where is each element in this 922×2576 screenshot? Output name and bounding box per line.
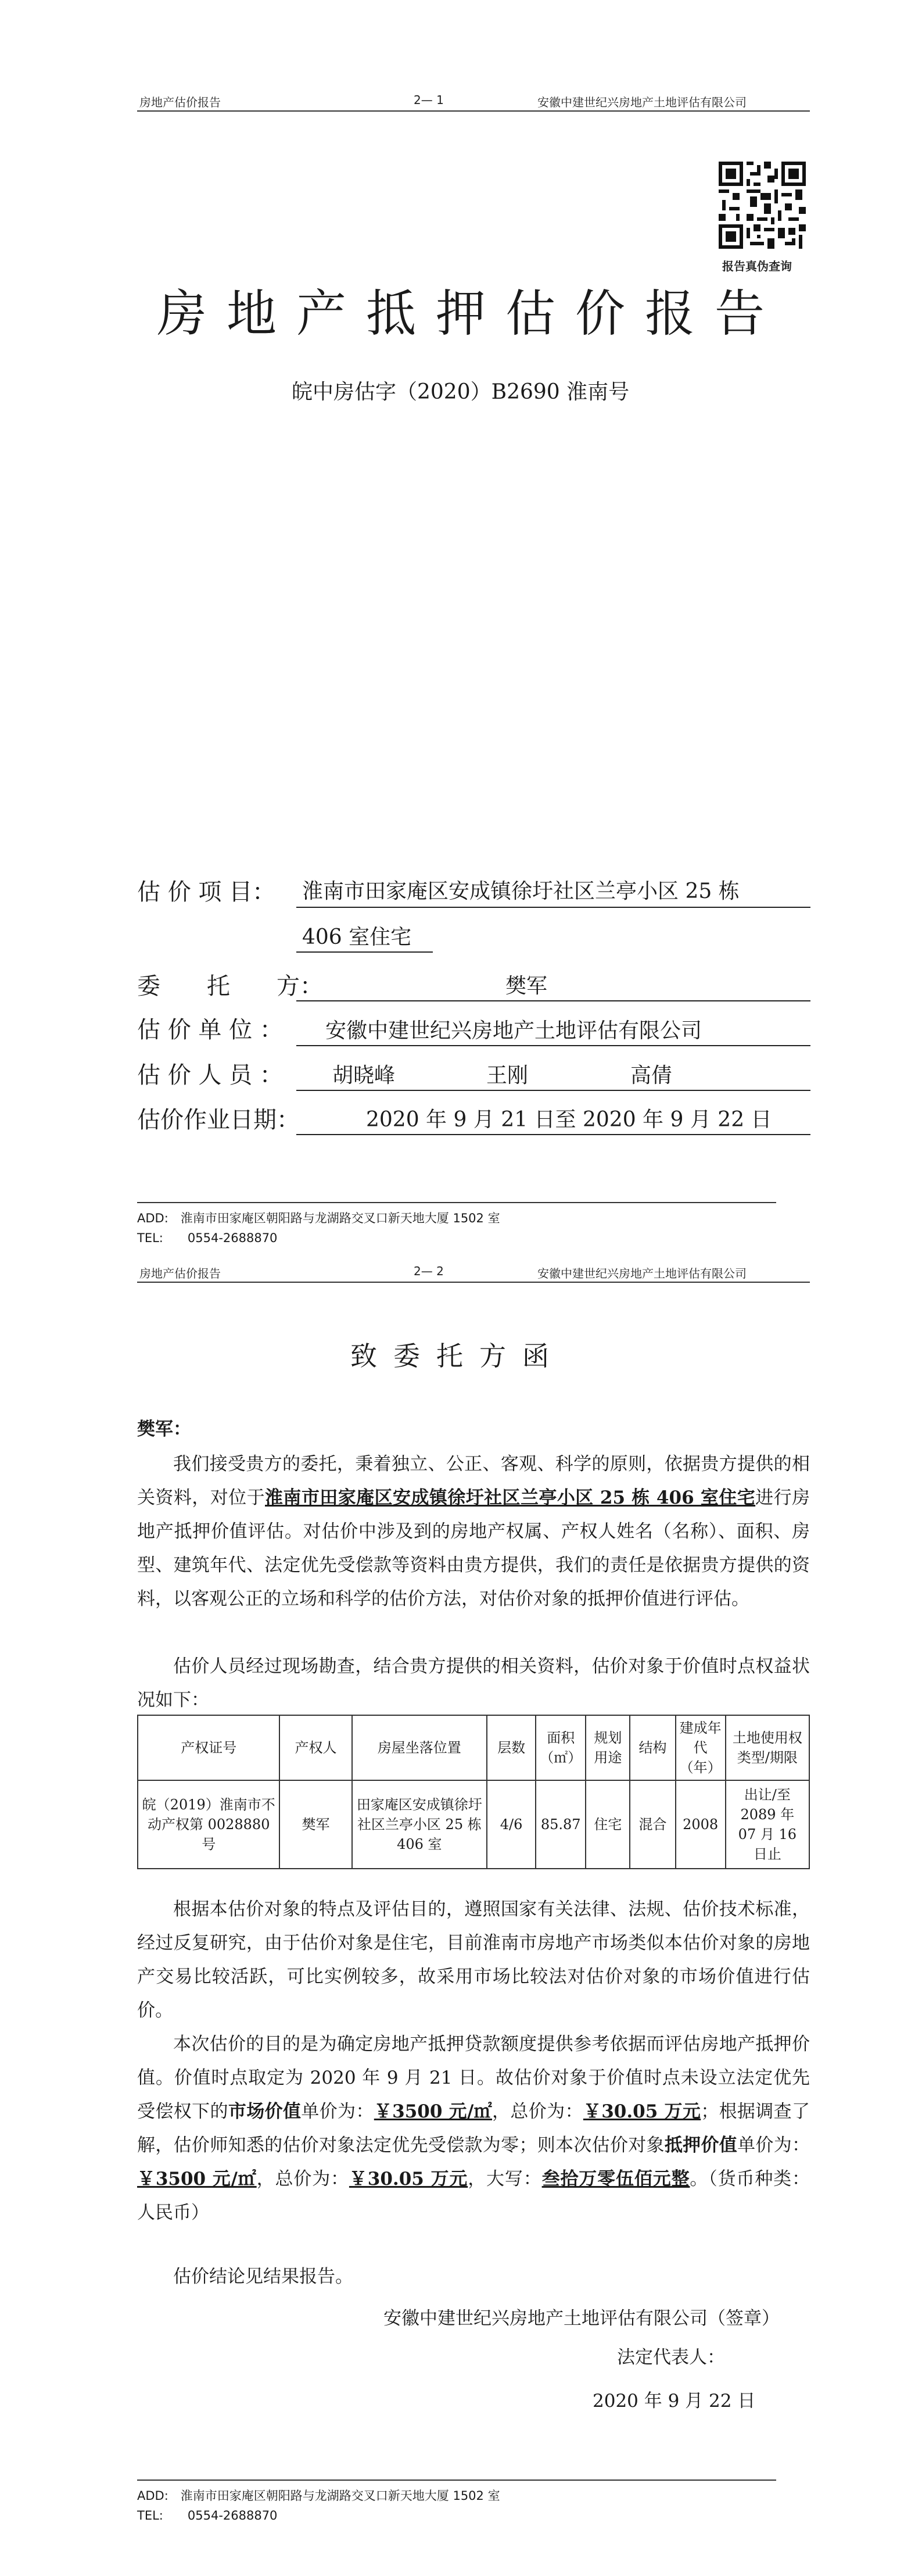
mortgage-unit-price: ￥3500 元/㎡ (137, 2169, 257, 2189)
table-header: 层数 (487, 1715, 536, 1780)
paragraph-4-d: ；根据调查了解，估价师知悉的估价对象法定优先受偿款为零；则本次估价对象 (137, 2101, 810, 2156)
project-label: 估 价 项 目： (137, 879, 276, 906)
qr-caption: 报告真伪查询 (722, 259, 792, 273)
project-underline-1 (296, 907, 810, 908)
legal-representative-label: 法定代表人： (617, 2347, 725, 2368)
table-cell: 出让/至 2089 年 07 月 16 日止 (726, 1780, 809, 1869)
paragraph-5: 估价结论见结果报告。 (173, 2266, 353, 2287)
page2-header-right: 安徽中建世纪兴房地产土地评估有限公司 (537, 1266, 747, 1280)
table-header: 建成年代（年） (676, 1715, 726, 1780)
paragraph-1-a: 我们接受贵方的委托，秉着独立、公正、客观、科学的原则，依据贵方提供的相关资料，对位于 (137, 1454, 810, 1508)
paragraph-4-b: 单价为： (301, 2101, 374, 2122)
salutation: 樊军： (137, 1419, 191, 1440)
market-unit-price: ￥3500 元/㎡ (374, 2101, 493, 2122)
date-value: 2020 年 9 月 21 日至 2020 年 9 月 22 日 (366, 1108, 772, 1132)
market-total-price: ￥30.05 万元 (583, 2101, 701, 2122)
unit-underline (296, 1045, 810, 1046)
date-label: 估价作业日期： (137, 1107, 300, 1133)
client-value: 樊军 (505, 974, 548, 998)
table-cell: 85.87 (536, 1780, 586, 1869)
page2-header-left: 房地产估价报告 (139, 1266, 221, 1280)
date-underline (296, 1134, 810, 1135)
project-underline-2 (296, 951, 433, 953)
table-row (138, 1780, 809, 1869)
market-value-label: 市场价值 (228, 2101, 302, 2122)
page1-footer-address: ADD: 淮南市田家庵区朝阳路与龙湖路交叉口新天地大厦 1502 室 (137, 1211, 500, 1225)
table-cell: 2008 (676, 1780, 726, 1869)
client-label: 委 托 方： (137, 973, 323, 1000)
page1-header-page-number: 2— 1 (414, 93, 444, 107)
table-cell: 4/6 (487, 1780, 536, 1869)
staff-label: 估 价 人 员 ： (137, 1062, 283, 1089)
table-cell: 住宅 (586, 1780, 630, 1869)
report-number: 皖中房估字（2020）B2690 淮南号 (292, 380, 630, 404)
page2-header-page-number: 2— 2 (414, 1264, 444, 1278)
project-value-line2: 406 室住宅 (302, 925, 412, 949)
unit-value: 安徽中建世纪兴房地产土地评估有限公司 (325, 1019, 702, 1043)
paragraph-4-g: ，大写： (468, 2169, 542, 2189)
table-header: 土地使用权类型/期限 (726, 1715, 809, 1780)
table-cell: 皖（2019）淮南市不动产权第 0028880 号 (138, 1780, 279, 1869)
amount-in-words: 叁拾万零伍佰元整 (541, 2169, 690, 2189)
staff-name-3: 高倩 (630, 1064, 673, 1087)
table-cell: 混合 (630, 1780, 675, 1869)
page1-header-right: 安徽中建世纪兴房地产土地评估有限公司 (537, 95, 747, 109)
mortgage-value-label: 抵押价值 (664, 2135, 738, 2156)
page2-footer-tel: TEL: 0554-2688870 (137, 2509, 278, 2523)
staff-underline (296, 1090, 810, 1091)
table-cell: 田家庵区安成镇徐圩社区兰亭小区 25 栋 406 室 (352, 1780, 487, 1869)
paragraph-1 (137, 1447, 810, 1616)
table-header: 产权证号 (138, 1715, 279, 1780)
paragraph-1-c: 进行房地产抵押价值评估。对估价中涉及到的房地产权属、产权人姓名（名称）、面积、房型、建筑年代、法定优先受偿款等资料由贵方提供，我们的责任是依据贵方提供的资料，以客观公正的立场和科学的估价方法，对估价对象的抵押价值进行评估。 (137, 1487, 810, 1609)
page2-header-rule (137, 1282, 810, 1283)
page1-footer-rule (137, 1202, 776, 1203)
paragraph-4-f: ，总价为： (256, 2169, 349, 2189)
signature-company: 安徽中建世纪兴房地产土地评估有限公司（签章） (383, 2308, 780, 2329)
project-value-line1: 淮南市田家庵区安成镇徐圩社区兰亭小区 25 栋 (302, 879, 740, 903)
page2-footer-rule (137, 2480, 776, 2481)
page2-footer-address: ADD: 淮南市田家庵区朝阳路与龙湖路交叉口新天地大厦 1502 室 (137, 2489, 500, 2503)
table-header: 房屋坐落位置 (352, 1715, 487, 1780)
unit-label: 估 价 单 位 ： (137, 1017, 283, 1043)
mortgage-total-price: ￥30.05 万元 (349, 2169, 468, 2189)
staff-name-1: 胡晓峰 (332, 1064, 396, 1087)
report-title: 房地产抵押估价报告 (157, 285, 784, 343)
table-header: 产权人 (279, 1715, 351, 1780)
signature-date: 2020 年 9 月 22 日 (593, 2391, 756, 2412)
client-underline (296, 1000, 810, 1001)
property-address-emphasis: 淮南市田家庵区安成镇徐圩社区兰亭小区 25 栋 406 室住宅 (265, 1487, 756, 1508)
table-cell: 樊军 (279, 1780, 351, 1869)
paragraph-4-e: 单价为： (737, 2135, 810, 2156)
paragraph-3: 根据本估价对象的特点及评估目的，遵照国家有关法律、法规、估价技术标准，经过反复研究，由于估价对象是住宅，目前淮南市房地产市场类似本估价对象的房地产交易比较活跃，可比实例较多，故采用市场比较法对估价对象的市场价值进行估价。 (137, 1899, 810, 2021)
letter-title: 致委托方函 (350, 1340, 565, 1372)
paragraph-4-a: 本次估价的目的是为确定房地产抵押贷款额度提供参考依据而评估房地产抵押价值。价值时点取定为 2020 年 9 月 21 日。故估价对象于价值时点未设立法定优先受偿权下的 (137, 2034, 810, 2122)
page1-footer-tel: TEL: 0554-2688870 (137, 1231, 278, 1245)
qr-code-icon (719, 162, 806, 249)
table-header: 结构 (630, 1715, 675, 1780)
paragraph-2: 估价人员经过现场勘查，结合贵方提供的相关资料，估价对象于价值时点权益状况如下： (137, 1656, 810, 1711)
table-header-row (138, 1715, 809, 1780)
table-header: 面积（㎡） (536, 1715, 586, 1780)
paragraph-4 (137, 2027, 810, 2230)
page1-header-rule (137, 110, 810, 112)
paragraph-4-c: ，总价为： (492, 2101, 583, 2122)
staff-name-2: 王刚 (486, 1064, 529, 1087)
paragraph-4-h: 。（货币种类：人民币） (137, 2169, 810, 2223)
table-header: 规划用途 (586, 1715, 630, 1780)
property-table (137, 1715, 810, 1869)
page1-header-left: 房地产估价报告 (139, 95, 221, 109)
